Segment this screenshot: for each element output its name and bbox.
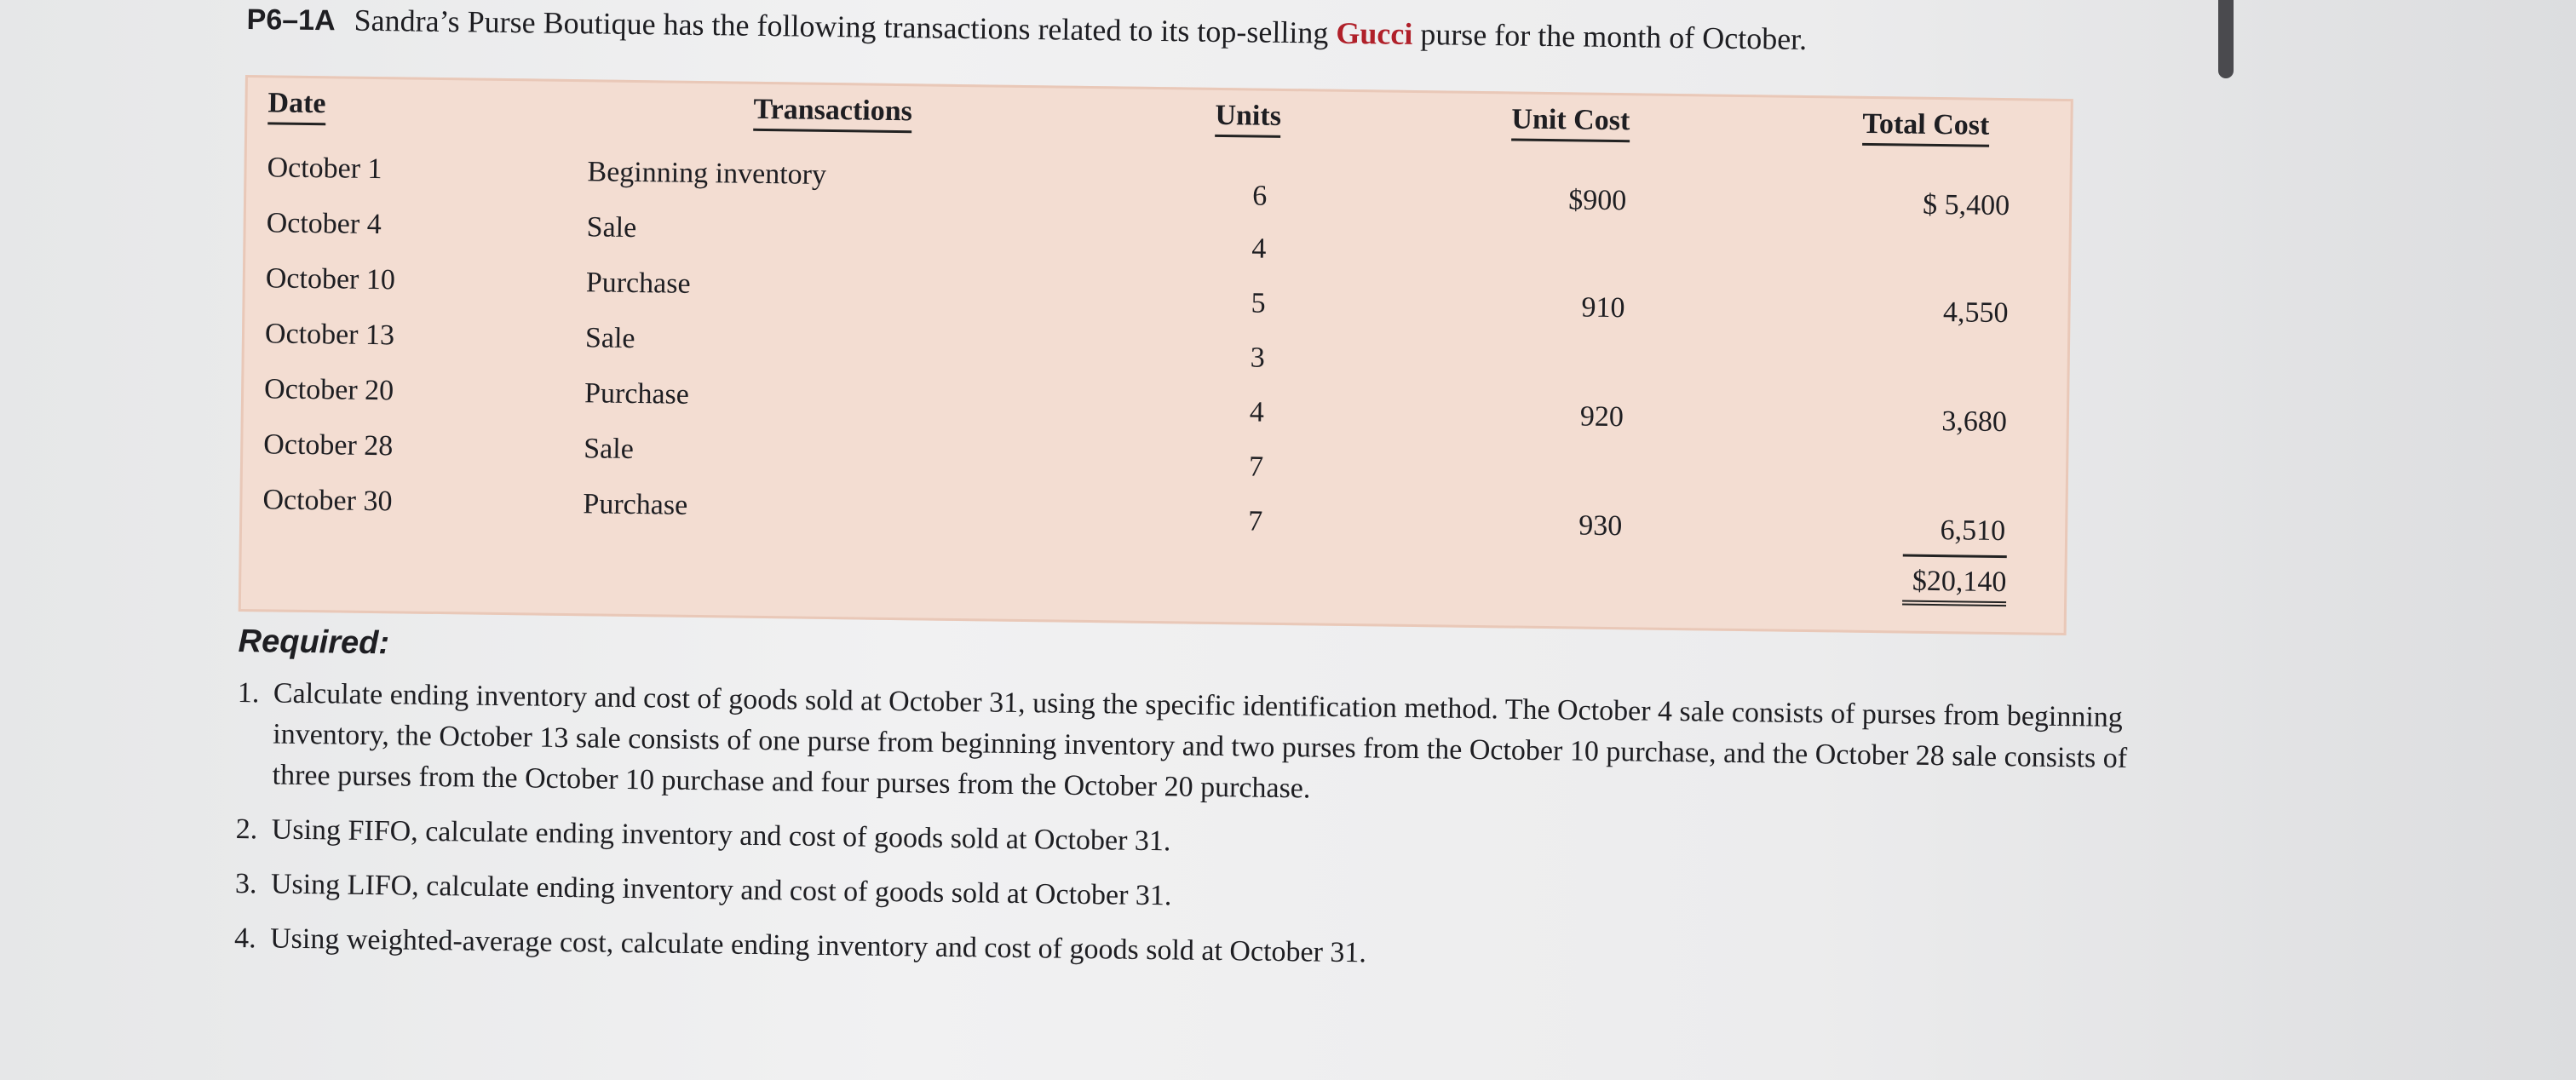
required-item [235, 864, 2143, 929]
subtotal-rule [1903, 554, 2007, 559]
required-item [236, 673, 2146, 820]
table-row-unit-cost: 930 [1578, 509, 1623, 543]
table-row-unit-cost: 920 [1579, 400, 1624, 434]
table-row-date: October 30 [262, 484, 393, 518]
header-unit-cost: Unit Cost [1511, 102, 1630, 142]
required-title: Required: [238, 623, 390, 662]
table-row-transaction: Sale [586, 211, 637, 244]
required-item-number: 3. [234, 867, 257, 900]
table-row-units: 6 [1252, 180, 1268, 212]
header-units: Units [1215, 99, 1281, 138]
table-row-transaction: Sale [584, 322, 635, 355]
table-row-units: 5 [1251, 287, 1266, 319]
table-row-units: 4 [1249, 396, 1265, 428]
required-item [234, 918, 2142, 984]
table-row-total-cost: 4,550 [1942, 296, 2009, 330]
table-row-date: October 4 [266, 207, 382, 241]
header-total-cost: Total Cost [1862, 107, 1990, 147]
problem-heading [246, 0, 1951, 82]
table-row-transaction: Purchase [584, 377, 690, 411]
required-item-text: Using weighted-average cost, calculate ending inventory and cost of goods sold at October 31. [269, 922, 1367, 969]
table-row-unit-cost: 910 [1581, 291, 1625, 325]
table-row-transaction: Purchase [583, 488, 688, 521]
table-row-units: 7 [1248, 505, 1263, 537]
brand-name: Gucci [1336, 15, 1413, 51]
problem-intro-end: purse for the month of October. [1412, 16, 1808, 56]
table-row-total-cost: 6,510 [1940, 514, 2006, 548]
header-date: Date [267, 86, 326, 125]
required-item-number: 4. [233, 922, 256, 955]
table-row-date: October 20 [263, 373, 394, 407]
table-row-transaction: Sale [584, 433, 635, 466]
table-row-units: 7 [1248, 451, 1264, 483]
header-transactions: Transactions [753, 93, 912, 133]
required-section [234, 622, 2147, 997]
required-item-text: Calculate ending inventory and cost of goods sold at October 31, using the specific identification method. The October 4 sale consists of purses from beginning inventory, the October 13 sale consists of one purse from beginning inventory and two purses from the October 10 purchase, and the October 28 sale consists of three purses from the October 10 purchase and four purses from the October 20 purchase. [272, 677, 2128, 805]
table-row-transaction: Beginning inventory [587, 156, 827, 191]
table-row-date: October 1 [267, 152, 382, 186]
table-row-unit-cost: $900 [1567, 184, 1627, 217]
table-row-transaction: Purchase [585, 267, 691, 300]
grand-total: $20,140 [1902, 565, 2007, 607]
table-row-total-cost: 3,680 [1941, 405, 2008, 439]
table-row-units: 4 [1251, 233, 1267, 265]
problem-intro-text: Sandra’s Purse Boutique has the following transactions related to its top-selling [354, 3, 1337, 50]
required-item-text: Using LIFO, calculate ending inventory and cost of goods sold at October 31. [270, 868, 1172, 912]
table-row-units: 3 [1250, 342, 1265, 374]
table-row-date: October 13 [264, 318, 395, 352]
required-item-number: 2. [235, 813, 258, 846]
scrollbar-thumb[interactable] [2218, 0, 2234, 78]
required-item-text: Using FIFO, calculate ending inventory and cost of goods sold at October 31. [271, 813, 1171, 858]
problem-number: P6–1A [246, 3, 336, 37]
required-item [235, 809, 2143, 875]
table-row-date: October 10 [265, 262, 396, 296]
table-row-date: October 28 [263, 428, 394, 462]
transactions-table [239, 75, 2073, 635]
table-row-total-cost: $ 5,400 [1922, 188, 2010, 222]
required-item-number: 1. [237, 676, 260, 709]
